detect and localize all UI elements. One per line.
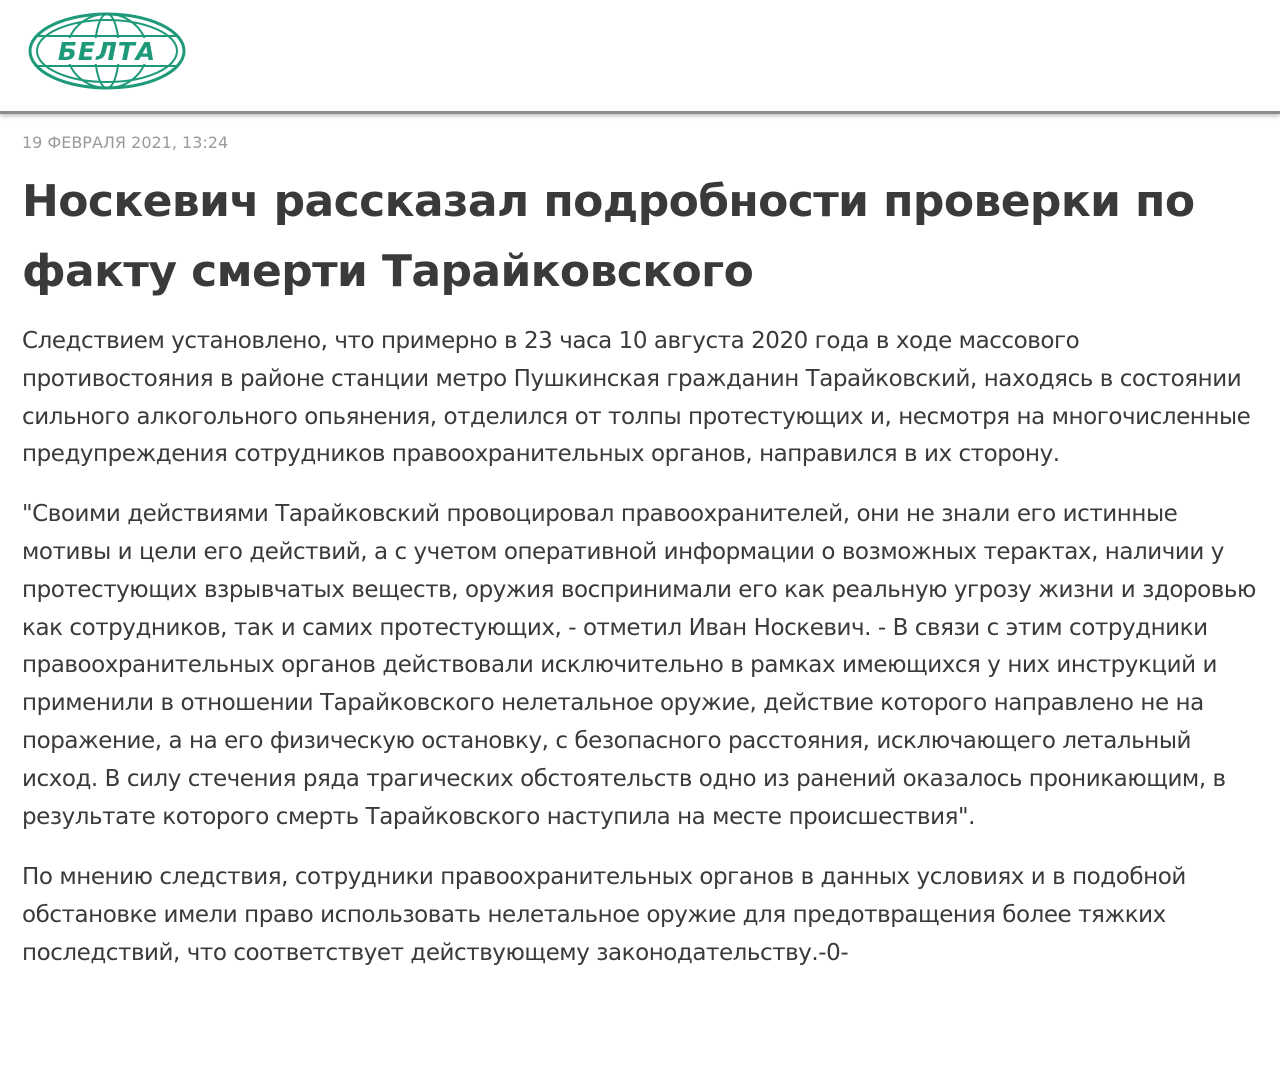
article-paragraph-3: По мнению следствия, сотрудники правоохранительных органов в данных условиях и в подобной обстановке имели право использовать нелетальное оружие для предотвращения более тяжких последствий, что соответствует действующему законодательству.-0- [22, 864, 1186, 966]
article-date: 19 ФЕВРАЛЯ 2021, 13:24 [22, 133, 229, 152]
belta-logo [28, 12, 186, 90]
site-header [0, 0, 1280, 114]
logo-text: БЕЛТА [57, 37, 157, 66]
article [0, 133, 1280, 973]
article-paragraph-1: Следствием установлено, что примерно в 23 часа 10 августа 2020 года в ходе массового противостояния в районе станции метро Пушкинская гражданин Тарайковский, находясь в состоянии сильного алкогольного опьянения, отделился от толпы протестующих и, несмотря на многочисленные предупреждения сотрудников правоохранительных органов, направился в их сторону. [22, 328, 1251, 468]
article-paragraph-2: "Своими действиями Тарайковский провоцировал правоохранителей, они не знали его истинные мотивы и цели его действий, а с учетом оперативной информации о возможных терактах, наличии у протестующих взрывчатых веществ, оружия воспринимали его как реальную угрозу жизни и здоровью как сотрудников, так и самих протестующих, - отметил Иван Носкевич. - В связи с этим сотрудники правоохранительных органов действовали исключительно в рамках имеющихся у них инструкций и применили в отношении Тарайковского нелетальное оружие, действие которого направлено не на поражение, а на его физическую остановку, с безопасного расстояния, исключающего летальный исход. В силу стечения ряда трагических обстоятельств одно из ранений оказалось проникающим, в результате которого смерть Тарайковского наступила на месте происшествия". [22, 501, 1256, 830]
article-title: Носкевич рассказал подробности проверки по факту смерти Тарайковского [22, 176, 1195, 297]
